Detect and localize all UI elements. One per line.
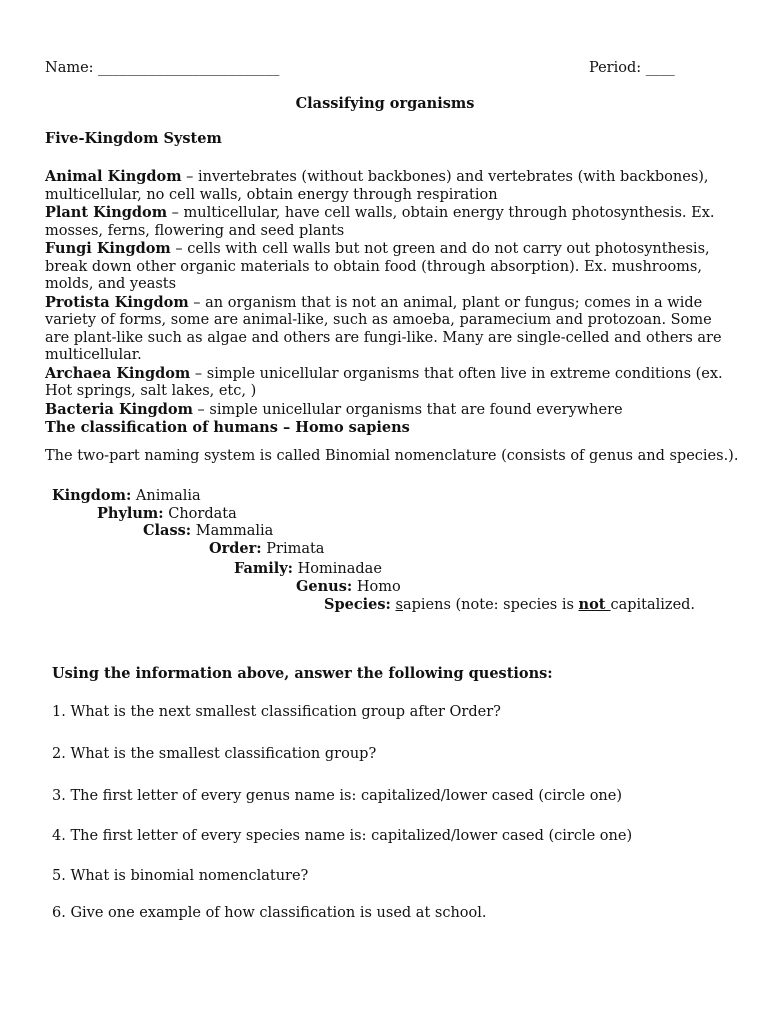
kingdom-plant: [45, 204, 735, 240]
kingdom-desc: – multicellular, have cell walls, obtain energy through photosynthesis. Ex. mosses, ferns, flowering and seed plants: [45, 205, 715, 239]
kingdom-list: [45, 168, 735, 419]
binomial-intro: The two-part naming system is called Binomial nomenclature (consists of genus and species.).: [45, 448, 739, 464]
kingdom-protista: [45, 294, 735, 365]
kingdom-name: Plant Kingdom: [45, 204, 168, 221]
name-line: [45, 60, 279, 78]
question-6: 6. Give one example of how classification is used at school.: [52, 905, 487, 921]
kingdom-name: Bacteria Kingdom: [45, 400, 193, 418]
questions-heading: Using the information above, answer the following questions:: [52, 665, 553, 682]
taxonomy-kingdom: Kingdom: Animalia: [52, 487, 201, 504]
question-5: 5. What is binomial nomenclature?: [52, 868, 309, 884]
section-heading-human-classification: The classification of humans – Homo sapiens: [45, 419, 410, 436]
name-blank[interactable]: _________________________: [98, 60, 280, 76]
kingdom-desc: – invertebrates (without backbones) and vertebrates (with backbones), multicellular, no cell walls, obtain energy through respiration: [45, 169, 709, 203]
name-label: Name:: [45, 60, 94, 76]
kingdom-desc: – simple unicellular organisms that often live in extreme conditions (ex. Hot springs, salt lakes, etc, ): [45, 365, 723, 399]
taxonomy-genus: Genus: Homo: [296, 578, 401, 595]
kingdom-name: Protista Kingdom: [45, 293, 189, 311]
kingdom-archaea: [45, 365, 735, 401]
taxonomy-phylum: Phylum: Chordata: [97, 505, 237, 522]
kingdom-name: Archaea Kingdom: [45, 364, 191, 382]
question-2: 2. What is the smallest classification group?: [52, 746, 377, 762]
kingdom-name: Animal Kingdom: [45, 168, 182, 185]
period-label: Period:: [589, 60, 642, 76]
period-line: [589, 60, 675, 78]
section-heading-five-kingdom: Five-Kingdom System: [45, 130, 222, 147]
kingdom-desc: – an organism that is not an animal, plant or fungus; comes in a wide variety of forms, some are animal-like, such as amoeba, paramecium and protozoan. Some are plant-like such as algae and others are fungi-like. Many are single-celled and others are multicellular.: [45, 294, 722, 363]
taxonomy-order: Order: Primata: [209, 540, 325, 557]
page-title: Classifying organisms: [295, 95, 475, 112]
question-3: 3. The first letter of every genus name is: capitalized/lower cased (circle one): [52, 788, 622, 804]
taxonomy-class: Class: Mammalia: [143, 522, 274, 539]
kingdom-name: Fungi Kingdom: [45, 240, 171, 257]
period-blank[interactable]: ____: [645, 60, 675, 76]
taxonomy-family: Family: Hominadae: [234, 560, 382, 577]
question-1: 1. What is the next smallest classification group after Order?: [52, 704, 501, 720]
kingdom-animal: [45, 168, 735, 204]
taxonomy-species: Species: sapiens (note: species is not capitalized.: [324, 596, 696, 613]
kingdom-bacteria: [45, 401, 735, 420]
kingdom-desc: – cells with cell walls but not green and do not carry out photosynthesis, break down other organic materials to obtain food (through absorption). Ex. mushrooms, molds, and yeasts: [45, 241, 710, 292]
kingdom-desc: – simple unicellular organisms that are found everywhere: [192, 401, 623, 418]
question-4: 4. The first letter of every species name is: capitalized/lower cased (circle one): [52, 828, 633, 844]
kingdom-fungi: [45, 240, 735, 294]
